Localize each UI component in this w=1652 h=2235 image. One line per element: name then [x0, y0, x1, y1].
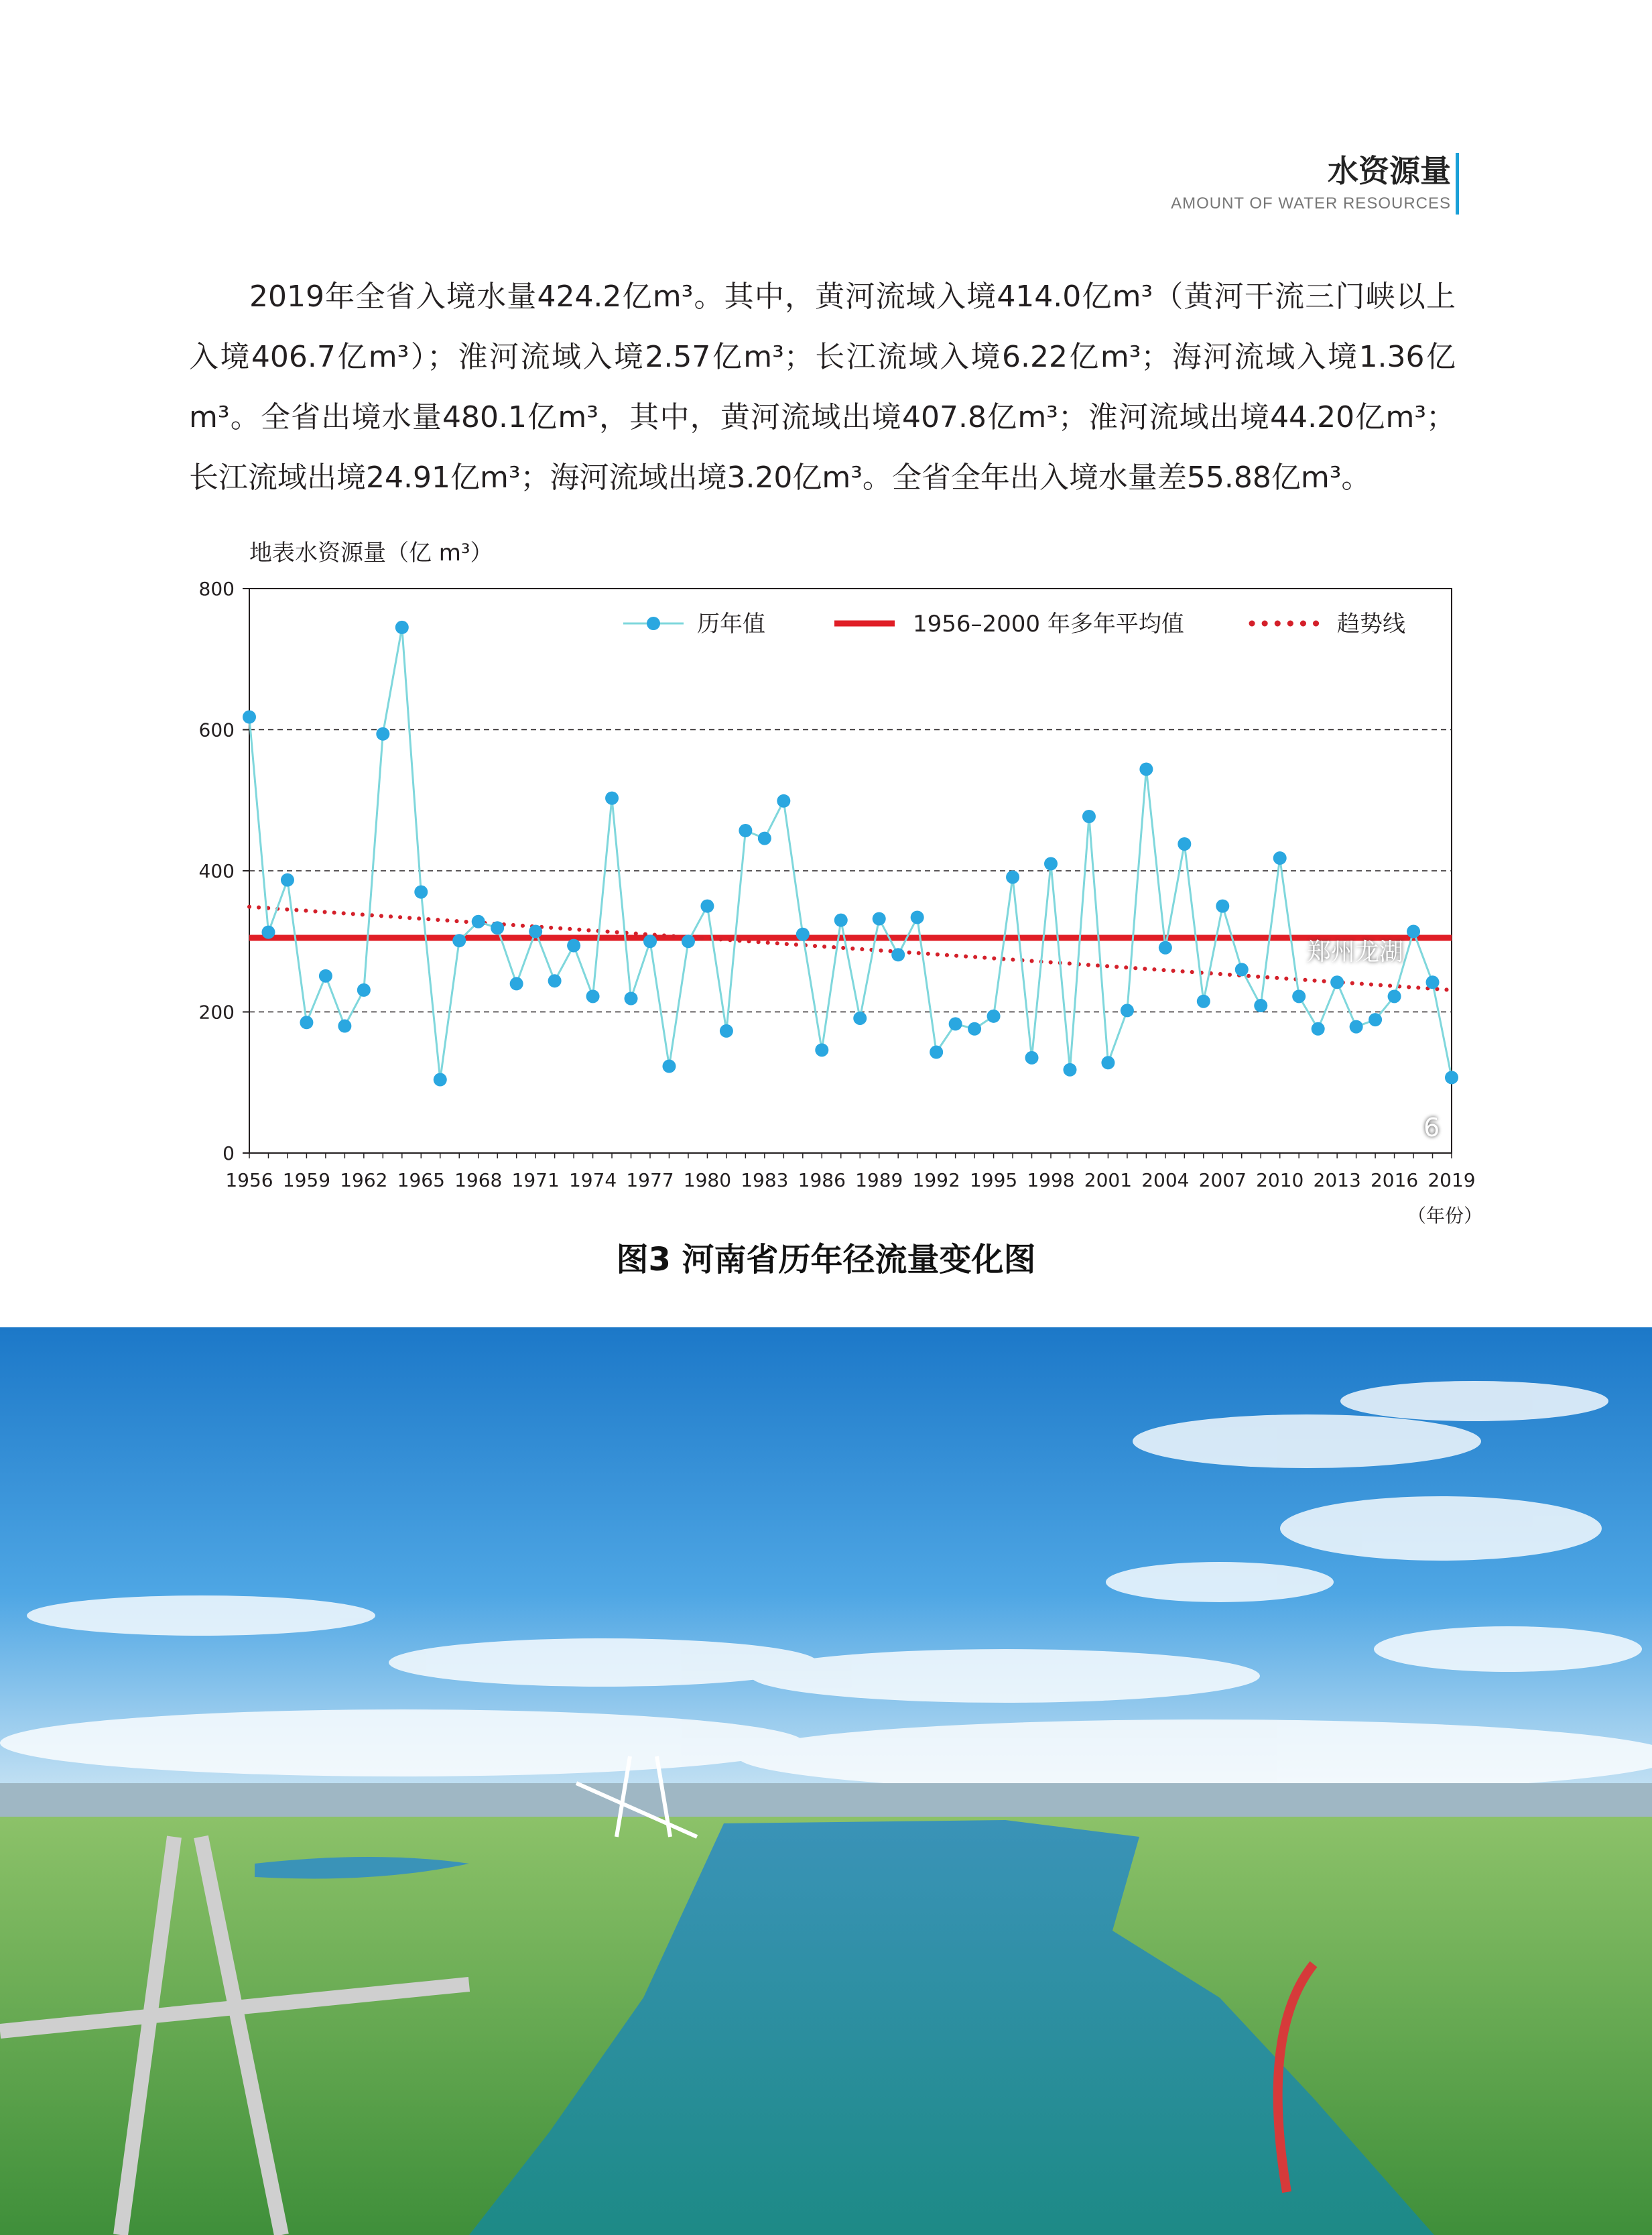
- data-point: [1197, 995, 1210, 1008]
- data-point: [319, 969, 332, 983]
- chart-svg: [0, 530, 1652, 1287]
- x-tick-label: 1965: [397, 1169, 445, 1191]
- header-accent-bar: [1456, 153, 1459, 215]
- data-point: [700, 900, 714, 913]
- data-point: [1159, 941, 1172, 955]
- x-tick-label: 1998: [1027, 1169, 1075, 1191]
- data-point: [949, 1017, 962, 1030]
- photo-label: 郑州龙湖: [1307, 939, 1404, 966]
- data-point: [395, 621, 409, 634]
- data-point: [586, 989, 600, 1003]
- x-tick-label: 2010: [1256, 1169, 1304, 1191]
- data-point: [1082, 810, 1096, 823]
- data-point: [758, 832, 771, 845]
- data-point: [1139, 762, 1153, 776]
- data-point: [261, 926, 275, 939]
- data-point: [1044, 857, 1058, 870]
- x-tick-label: 2007: [1198, 1169, 1247, 1191]
- legend: [623, 611, 1405, 638]
- x-tick-label: 1980: [683, 1169, 732, 1191]
- data-point: [567, 939, 580, 953]
- data-point: [643, 934, 657, 948]
- legend-mean-label: 1956–2000 年多年平均值: [913, 611, 1184, 638]
- data-point: [853, 1012, 867, 1025]
- data-point: [1426, 975, 1440, 989]
- data-point: [930, 1045, 943, 1059]
- data-point: [739, 824, 752, 837]
- x-tick-label: 1986: [798, 1169, 846, 1191]
- data-point: [452, 934, 466, 947]
- data-point: [1369, 1013, 1382, 1026]
- x-tick-label: 2004: [1141, 1169, 1190, 1191]
- x-tick-label: 1968: [454, 1169, 503, 1191]
- data-point: [1312, 1022, 1325, 1036]
- x-tick-label: 1959: [282, 1169, 331, 1191]
- runoff-chart: [0, 530, 1652, 1287]
- x-tick-label: 2001: [1084, 1169, 1133, 1191]
- y-ticks: [199, 578, 249, 1164]
- data-point: [987, 1010, 1001, 1023]
- data-point: [1121, 1004, 1134, 1017]
- data-point: [1292, 989, 1306, 1003]
- data-point: [529, 925, 542, 939]
- data-point: [911, 910, 924, 924]
- data-point: [605, 792, 619, 805]
- y-tick-label: 600: [198, 719, 235, 741]
- data-point: [1445, 1071, 1458, 1084]
- body-paragraph: 2019年全省入境水量424.2亿m³。其中，黄河流域入境414.0亿m³（黄河干流三门峡以上入境406.7亿m³）；淮河流域入境2.57亿m³；长江流域入境6.22亿m³；海河流域入境1.36亿m³。全省出境水量480.1亿m³，其中，黄河流域出境407.8亿m³；淮河流域出境44.20亿m³；长江流域出境24.91亿m³；海河流域出境3.20亿m³。全省全年出入境水量差55.88亿m³。: [189, 280, 1456, 495]
- x-tick-label: 1962: [340, 1169, 388, 1191]
- x-tick-label: 2019: [1427, 1169, 1476, 1191]
- data-point: [1273, 851, 1287, 865]
- y-tick-label: 200: [198, 1001, 235, 1024]
- data-point: [338, 1020, 351, 1033]
- data-point: [357, 983, 371, 997]
- data-point: [414, 886, 428, 899]
- data-point: [472, 915, 485, 928]
- x-tick-label: 1995: [969, 1169, 1018, 1191]
- data-point: [1063, 1063, 1076, 1077]
- data-point: [1407, 925, 1420, 939]
- x-tick-label: 1989: [855, 1169, 903, 1191]
- data-point: [1388, 989, 1401, 1003]
- x-tick-label: 1974: [568, 1169, 617, 1191]
- x-tick-label: 1956: [225, 1169, 273, 1191]
- x-ticks: [225, 1153, 1475, 1191]
- legend-series-label: 历年值: [697, 611, 765, 638]
- data-point: [243, 711, 256, 724]
- data-point: [300, 1016, 313, 1029]
- page-number: 6: [1423, 1113, 1440, 1142]
- x-tick-label: 1983: [741, 1169, 789, 1191]
- data-point: [1025, 1051, 1039, 1065]
- data-point: [491, 921, 504, 934]
- legend-trend-label: 趋势线: [1337, 611, 1405, 638]
- data-point: [796, 928, 810, 941]
- data-point: [873, 912, 886, 926]
- data-point: [1006, 870, 1019, 884]
- figure-caption: 图3 河南省历年径流量变化图: [616, 1241, 1036, 1278]
- data-point: [662, 1060, 676, 1073]
- data-point: [434, 1073, 447, 1087]
- data-point: [1101, 1056, 1115, 1069]
- y-tick-label: 800: [198, 578, 235, 600]
- data-point: [720, 1024, 733, 1038]
- data-point: [1330, 975, 1344, 989]
- y-tick-label: 0: [223, 1142, 235, 1164]
- x-tick-label: 1992: [912, 1169, 960, 1191]
- data-point: [548, 974, 562, 987]
- legend-series-swatch-dot: [647, 617, 660, 630]
- data-point: [682, 934, 695, 948]
- x-tick-label: 1977: [626, 1169, 674, 1191]
- data-point: [625, 992, 638, 1006]
- x-tick-label: 1971: [511, 1169, 560, 1191]
- x-axis-label: （年份）: [1407, 1205, 1483, 1227]
- data-point: [1178, 837, 1191, 851]
- data-point: [834, 914, 848, 927]
- data-point: [1235, 963, 1249, 976]
- data-point: [968, 1022, 981, 1036]
- data-point: [281, 873, 294, 887]
- header-title: 水资源量: [1328, 153, 1451, 189]
- x-tick-label: 2013: [1313, 1169, 1361, 1191]
- aerial-photo-longhu: [0, 1327, 1652, 2235]
- data-point: [815, 1043, 828, 1056]
- body-text: [189, 267, 1456, 508]
- data-point: [376, 727, 389, 741]
- data-point: [1254, 999, 1267, 1012]
- y-tick-label: 400: [198, 860, 235, 882]
- data-point: [1216, 900, 1229, 913]
- x-tick-label: 2016: [1370, 1169, 1419, 1191]
- data-point: [1350, 1020, 1363, 1034]
- data-point: [510, 977, 523, 990]
- data-point: [777, 794, 790, 808]
- running-header: [1171, 153, 1451, 213]
- photo-illustration: [0, 1327, 1652, 2235]
- series-group: [243, 621, 1458, 1087]
- header-subtitle: AMOUNT OF WATER RESOURCES: [1171, 194, 1451, 213]
- y-axis-label: 地表水资源量（亿 m³）: [249, 540, 493, 566]
- data-point: [891, 948, 905, 961]
